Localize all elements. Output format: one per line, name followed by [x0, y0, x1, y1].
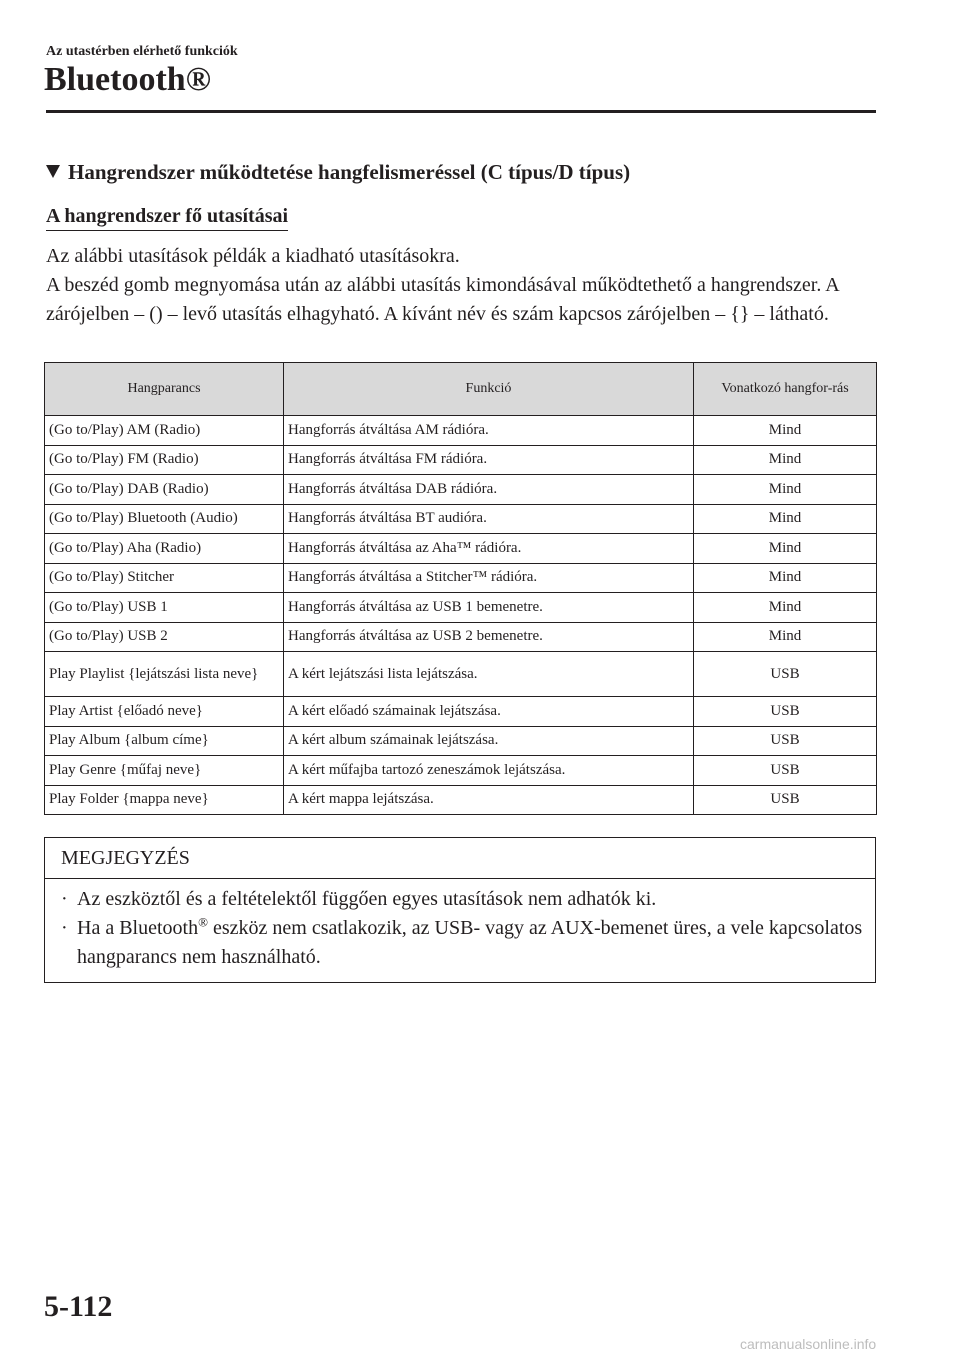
section-label: Az utastérben elérhető funkciók [46, 44, 238, 59]
intro-paragraph: Az alábbi utasítások példák a kiadható utasításokra. [46, 245, 460, 267]
registered-mark: ® [198, 914, 208, 930]
source-cell: Mind [694, 593, 877, 623]
command-cell: Play Playlist {lejátszási lista neve} [45, 652, 284, 697]
function-cell: Hangforrás átváltása az USB 1 bemenetre. [284, 593, 694, 623]
command-cell: (Go to/Play) USB 2 [45, 622, 284, 652]
note-title: MEGJEGYZÉS [45, 838, 875, 879]
note-text-before: Ha a Bluetooth [77, 917, 199, 939]
function-cell: Hangforrás átváltása az USB 2 bemenetre. [284, 622, 694, 652]
bullet-dot-icon: · [61, 888, 68, 910]
source-cell: Mind [694, 622, 877, 652]
source-cell: Mind [694, 534, 877, 564]
function-cell: A kért műfajba tartozó zeneszámok lejátszása. [284, 756, 694, 786]
command-cell: (Go to/Play) Bluetooth (Audio) [45, 504, 284, 534]
source-cell: USB [694, 726, 877, 756]
source-cell: Mind [694, 475, 877, 505]
function-cell: A kért előadó számainak lejátszása. [284, 697, 694, 727]
table-row [45, 504, 877, 534]
command-cell: (Go to/Play) DAB (Radio) [45, 475, 284, 505]
source-cell: USB [694, 652, 877, 697]
source-cell: Mind [694, 563, 877, 593]
voice-command-table [44, 362, 877, 815]
note-text-after: eszköz nem csatlakozik, az USB- vagy az AUX-bemenet üres, a vele kapcsolatos hangparancs nem használható. [77, 917, 863, 968]
command-cell: (Go to/Play) FM (Radio) [45, 445, 284, 475]
command-cell: Play Folder {mappa neve} [45, 785, 284, 815]
table-row [45, 416, 877, 446]
subsection-heading [46, 160, 630, 185]
table-header-row [45, 363, 877, 416]
function-cell: Hangforrás átváltása az Aha™ rádióra. [284, 534, 694, 564]
note-box [44, 837, 876, 983]
note-body [45, 879, 875, 982]
table-row [45, 652, 877, 697]
source-cell: USB [694, 697, 877, 727]
bullet-dot-icon: · [61, 917, 68, 939]
page-number: 5-112 [44, 1290, 113, 1323]
triangle-marker-icon [46, 165, 60, 178]
subsection-title: Hangrendszer működtetése hangfelismeréssel (C típus/D típus) [68, 160, 631, 184]
function-cell: A kért lejátszási lista lejátszása. [284, 652, 694, 697]
column-header-command: Hangparancs [45, 363, 284, 416]
command-cell: (Go to/Play) Aha (Radio) [45, 534, 284, 564]
function-cell: Hangforrás átváltása BT audióra. [284, 504, 694, 534]
function-cell: A kért album számainak lejátszása. [284, 726, 694, 756]
title-rule [46, 110, 876, 113]
table-row [45, 785, 877, 815]
function-cell: Hangforrás átváltása DAB rádióra. [284, 475, 694, 505]
command-cell: (Go to/Play) AM (Radio) [45, 416, 284, 446]
source-cell: Mind [694, 445, 877, 475]
source-cell: Mind [694, 504, 877, 534]
command-cell: Play Genre {műfaj neve} [45, 756, 284, 786]
source-cell: Mind [694, 416, 877, 446]
table-row [45, 445, 877, 475]
source-cell: USB [694, 785, 877, 815]
note-item [61, 914, 863, 972]
table-row [45, 593, 877, 623]
table-row [45, 756, 877, 786]
table-row [45, 622, 877, 652]
command-cell: (Go to/Play) USB 1 [45, 593, 284, 623]
table-row [45, 726, 877, 756]
function-cell: Hangforrás átváltása FM rádióra. [284, 445, 694, 475]
command-cell: Play Artist {előadó neve} [45, 697, 284, 727]
watermark: carmanualsonline.info [740, 1336, 877, 1352]
function-cell: A kért mappa lejátszása. [284, 785, 694, 815]
column-header-function: Funkció [284, 363, 694, 416]
table-row [45, 534, 877, 564]
function-cell: Hangforrás átváltása a Stitcher™ rádióra. [284, 563, 694, 593]
command-cell: Play Album {album címe} [45, 726, 284, 756]
chapter-title: Bluetooth® [44, 61, 212, 98]
table-row [45, 697, 877, 727]
subheading: A hangrendszer fő utasításai [46, 205, 288, 231]
note-text: Az eszköztől és a feltételektől függően egyes utasítások nem adhatók ki. [77, 888, 657, 910]
intro-paragraph: A beszéd gomb megnyomása után az alábbi utasítás kimondásával működtethető a hangrendszer. A zárójelben – () – levő utasítás elhagyható. A kívánt név és szám kapcsos zárójelben – {} – látható. [46, 274, 839, 325]
command-cell: (Go to/Play) Stitcher [45, 563, 284, 593]
column-header-source: Vonatkozó hangfor-rás [694, 363, 877, 416]
source-cell: USB [694, 756, 877, 786]
note-item [61, 885, 863, 914]
function-cell: Hangforrás átváltása AM rádióra. [284, 416, 694, 446]
table-row [45, 475, 877, 505]
table-row [45, 563, 877, 593]
note-text [77, 914, 863, 972]
intro-text [46, 242, 876, 329]
